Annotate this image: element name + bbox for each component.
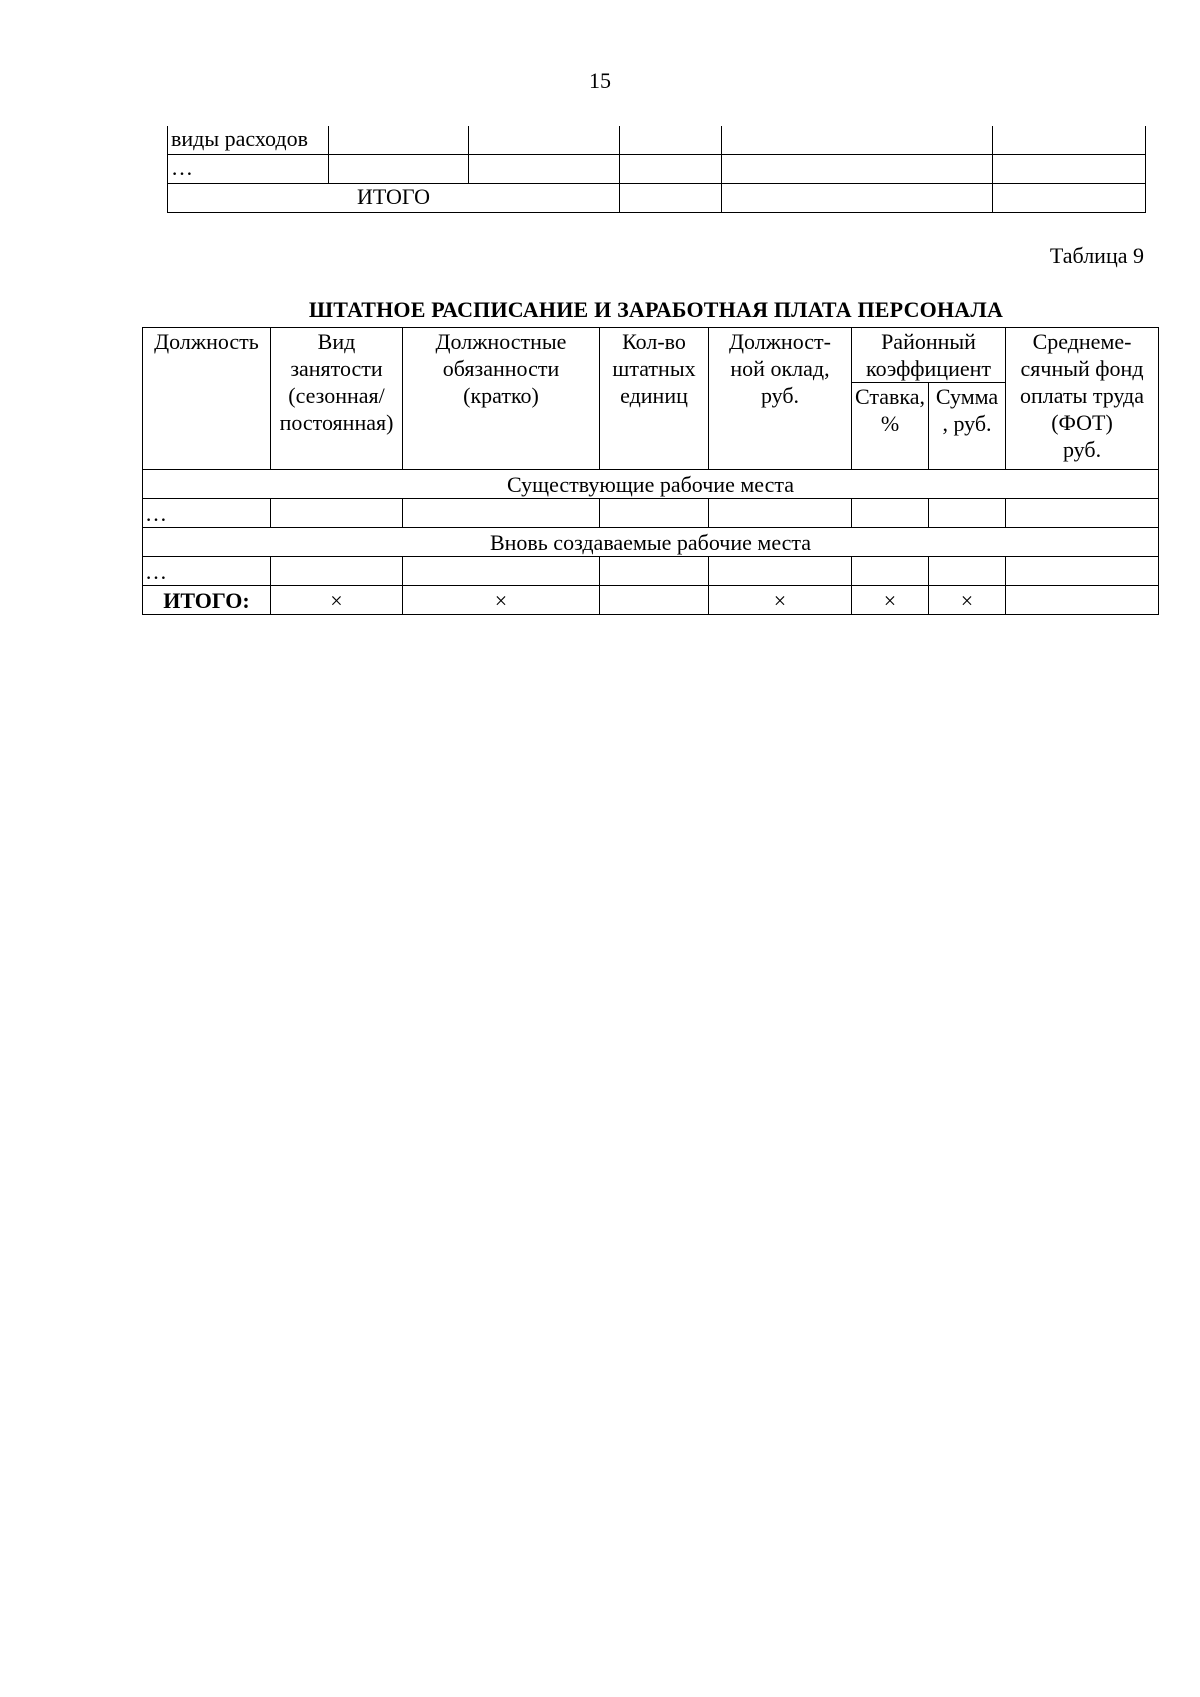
table-cell bbox=[1006, 557, 1159, 586]
section-row bbox=[143, 470, 1159, 499]
table-cell bbox=[852, 557, 929, 586]
section-row bbox=[143, 528, 1159, 557]
header-position: Должность bbox=[143, 328, 271, 470]
table-cell bbox=[600, 499, 709, 528]
table-row bbox=[168, 155, 1146, 184]
table-row bbox=[143, 499, 1159, 528]
table-cell bbox=[469, 126, 620, 155]
table-cell bbox=[722, 184, 993, 213]
table-cell bbox=[929, 499, 1006, 528]
total-label: ИТОГО: bbox=[143, 586, 271, 615]
table-cell bbox=[403, 499, 600, 528]
table-label: Таблица 9 bbox=[1049, 243, 1144, 268]
total-salary: × bbox=[709, 586, 852, 615]
table-cell bbox=[1006, 499, 1159, 528]
header-row bbox=[143, 328, 1159, 383]
total-fund bbox=[1006, 586, 1159, 615]
section-new: Вновь создаваемые рабочие места bbox=[143, 528, 1159, 557]
header-fund: Среднеме- сячный фонд оплаты труда (ФОТ) руб. bbox=[1006, 328, 1159, 470]
header-sum: Сумма , руб. bbox=[929, 383, 1006, 470]
table-cell bbox=[709, 557, 852, 586]
header-rate: Ставка, % bbox=[852, 383, 929, 470]
table-cell bbox=[329, 155, 469, 184]
table-row bbox=[168, 184, 1146, 213]
total-employment-type: × bbox=[271, 586, 403, 615]
table-cell bbox=[620, 184, 722, 213]
total-staff-units bbox=[600, 586, 709, 615]
total-label: ИТОГО bbox=[168, 184, 620, 213]
table-cell bbox=[329, 126, 469, 155]
header-regional-coef: Районный коэффициент bbox=[852, 328, 1006, 383]
table-cell bbox=[993, 155, 1146, 184]
staffing-salary-table bbox=[142, 327, 1159, 615]
table-cell bbox=[852, 499, 929, 528]
header-duties: Должностные обязанности (кратко) bbox=[403, 328, 600, 470]
header-employment-type: Вид занятости (сезонная/ постоянная) bbox=[271, 328, 403, 470]
table-cell bbox=[993, 126, 1146, 155]
table-cell bbox=[620, 155, 722, 184]
table-cell bbox=[600, 557, 709, 586]
table-cell bbox=[722, 126, 993, 155]
table-cell: … bbox=[143, 499, 271, 528]
page-number: 15 bbox=[589, 68, 611, 93]
table-cell bbox=[271, 499, 403, 528]
total-sum: × bbox=[929, 586, 1006, 615]
table-cell bbox=[929, 557, 1006, 586]
table-cell bbox=[722, 155, 993, 184]
header-staff-units: Кол-во штатных единиц bbox=[600, 328, 709, 470]
total-row bbox=[143, 586, 1159, 615]
table-cell bbox=[993, 184, 1146, 213]
table-cell bbox=[709, 499, 852, 528]
table-cell: виды расходов bbox=[168, 126, 329, 155]
table-row bbox=[168, 126, 1146, 155]
table-cell bbox=[403, 557, 600, 586]
table-cell bbox=[271, 557, 403, 586]
total-duties: × bbox=[403, 586, 600, 615]
table-cell: … bbox=[168, 155, 329, 184]
table-cell bbox=[469, 155, 620, 184]
table-row bbox=[143, 557, 1159, 586]
total-rate: × bbox=[852, 586, 929, 615]
table-cell: … bbox=[143, 557, 271, 586]
table-title: ШТАТНОЕ РАСПИСАНИЕ И ЗАРАБОТНАЯ ПЛАТА ПЕРСОНАЛА bbox=[308, 297, 1004, 322]
table-cell bbox=[620, 126, 722, 155]
header-salary: Должност- ной оклад, руб. bbox=[709, 328, 852, 470]
expenses-table-continuation bbox=[167, 126, 1146, 213]
section-existing: Существующие рабочие места bbox=[143, 470, 1159, 499]
